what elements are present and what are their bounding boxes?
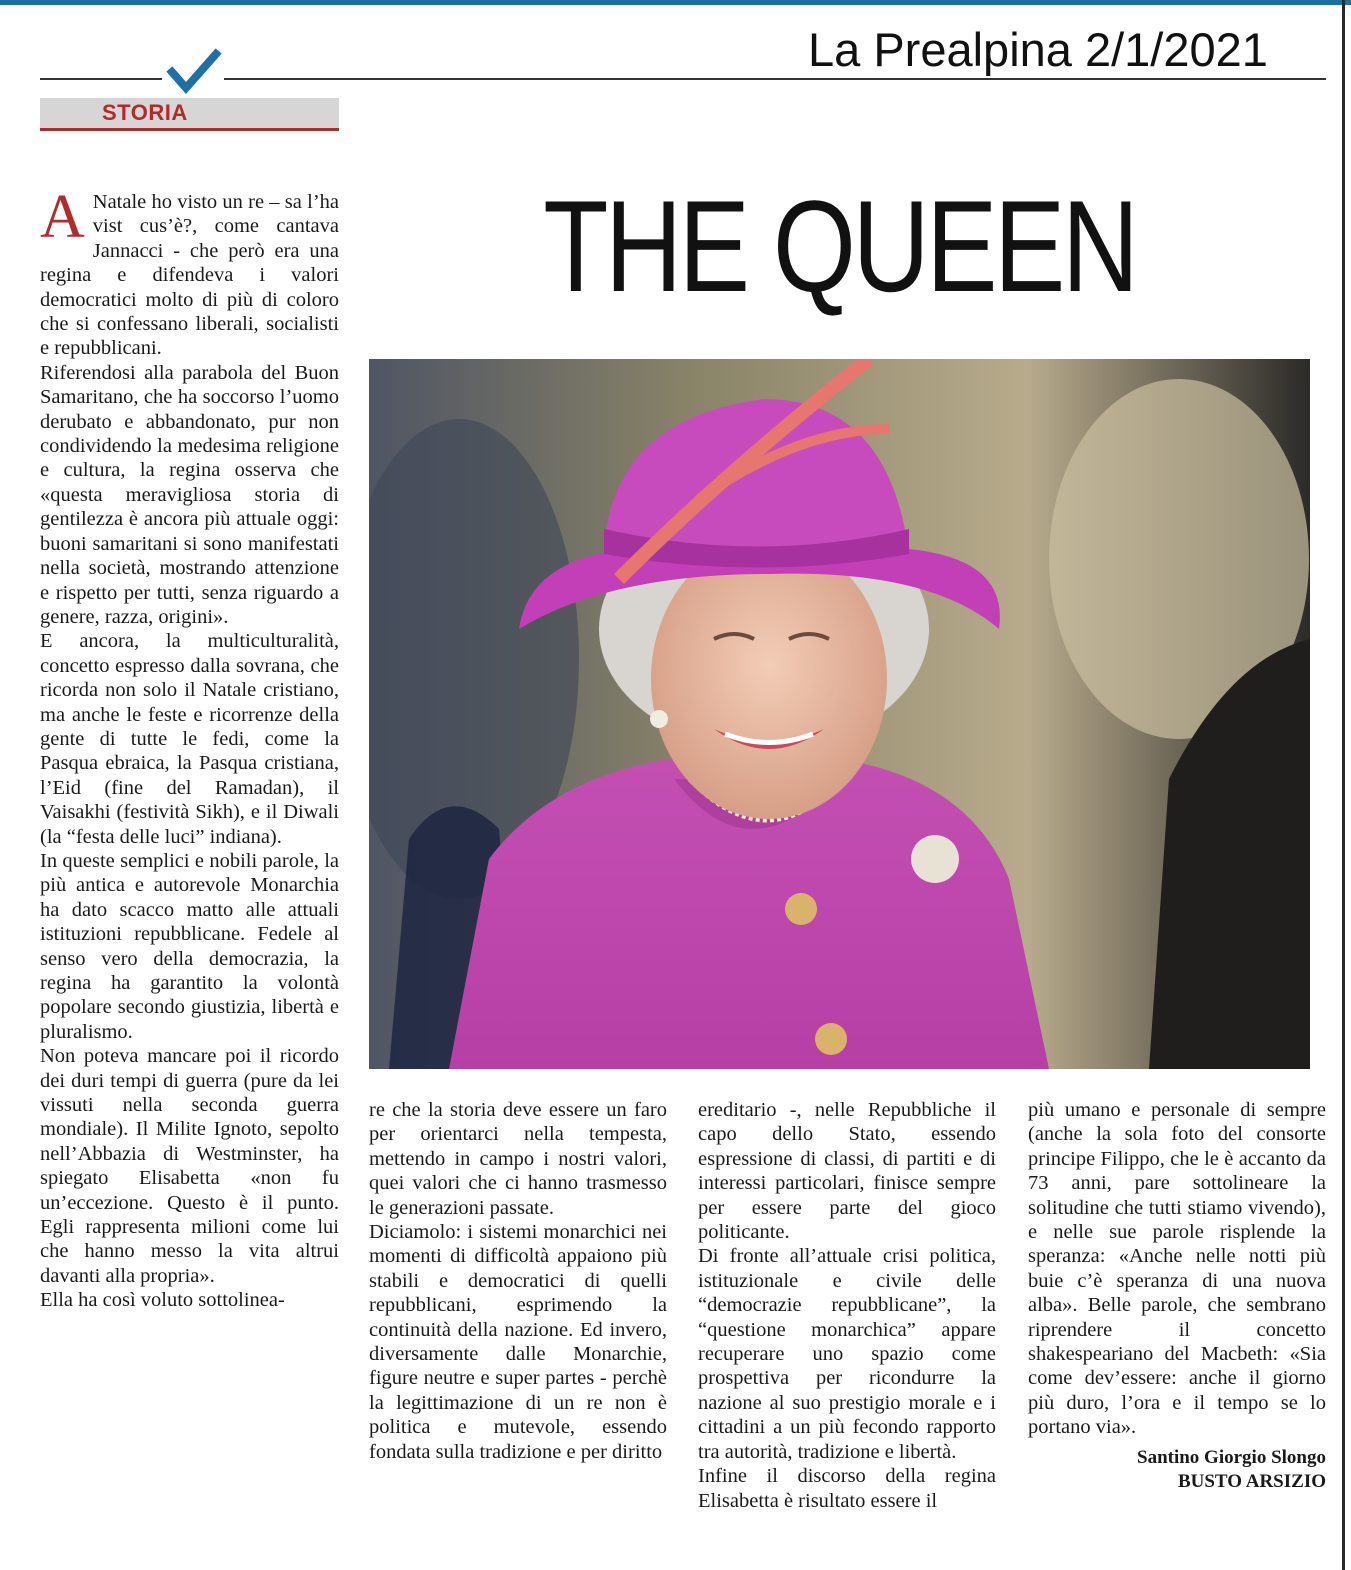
section-label-text: STORIA [102, 100, 188, 125]
section-label [40, 98, 339, 131]
article-paragraph: ereditario -, nelle Repubbliche il capo dello Stato, essendo espressione di classi, di partiti e di interessi particolari, finisce sempre per essere parte del gioco politicante. [698, 1099, 996, 1244]
drop-cap: A [40, 183, 85, 251]
top-border [0, 0, 1351, 5]
header-rule [40, 78, 1326, 80]
article-paragraph: Diciamolo: i sistemi monarchici nei momenti di difficoltà appaiono più stabili e democratici di quelli repubblicani, esprimendo la continuità della nazione. Ed invero, diversamente dalle Monarchie, figure neutre e super partes - perchè la legittimazione di un re non è politica e mutevole, essendo fondata sulla tradizione e per diritto [369, 1221, 667, 1463]
headline: THE QUEEN [543, 173, 1136, 319]
newspaper-source: La Prealpina 2/1/2021 [808, 23, 1268, 76]
article-column-3 [698, 1098, 996, 1513]
right-border [1342, 0, 1345, 1570]
author-place: BUSTO ARSIZIO [1177, 1470, 1326, 1492]
article-paragraph: Non poteva mancare poi il ricordo dei duri tempi di guerra (pure da lei vissuti nella seconda guerra mondiale). Il Milite Ignoto, sepolto nell’Abbazia di Westminster, ha spiegato Elisabetta «non fu un’eccezione. Questo è il punto. Egli rappresenta milioni come lui che hanno messo la vita altrui davanti alla propria». [40, 1045, 339, 1287]
article-paragraph: A Natale ho visto un re – sa l’ha vist cus’è?, come cantava Jannacci - che però era una regina e difendeva i valori democratici molto di più di coloro che si confessano liberali, socialisti e repubblicani. [40, 183, 339, 360]
article-paragraph: Riferendosi alla parabola del Buon Samaritano, che ha soccorso l’uomo derubato e abbandonato, pur non condividendo la medesima religione e cultura, la regina osserva che «questa meravigliosa storia di gentilezza è ancora più attuale oggi: buoni samaritani si sono manifestati nella società, mostrando attenzione e rispetto per tutti, senza riguardo a genere, razza, origini». [40, 361, 339, 628]
article-paragraph: E ancora, la multiculturalità, concetto espresso dalla sovrana, che ricorda non solo il Natale cristiano, ma anche le feste e ricorrenze della gente di tutte le fedi, come la Pasqua ebraica, la Pasqua cristiana, l’Eid (fine del Ramadan), il Vaisakhi (festività Sikh), e il Diwali (la “festa delle luci” indiana). [40, 630, 339, 848]
article-paragraph: Di fronte all’attuale crisi politica, istituzionale e civile delle “democrazie repubblicane”, la “questione monarchica” appare recuperare uno spazio come prospettiva per ricondurre la nazione al suo prestigio morale e i cittadini a un più fecondo rapporto tra autorità, tradizione e libertà. [698, 1245, 996, 1463]
checkmark-icon [162, 48, 224, 100]
article-paragraph: più umano e personale di sempre (anche la sola foto del consorte principe Filippo, che le è accanto da 73 anni, pare sottolineare la solitudine che tutti stiamo vivendo), e nelle sue parole risplende la speranza: «Anche nelle notti più buie c’è speranza di una nuova alba». Belle parole, che sembrano riprendere il concetto shakespeariano del Macbeth: «Sia come dev’essere: anche il giorno più duro, l’ora e il tempo se lo portano via». [1028, 1099, 1326, 1439]
article-paragraph: re che la storia deve essere un faro per orientarci nella tempesta, mettendo in campo i nostri valori, quei valori che ci hanno trasmesso le generazioni passate. [369, 1099, 667, 1219]
article-column-1 [40, 183, 339, 1313]
author-name: Santino Giorgio Slongo [1137, 1446, 1326, 1468]
photo-queen-elizabeth [369, 359, 1310, 1069]
article-paragraph: Infine il discorso della regina Elisabetta è risultato essere il [698, 1465, 996, 1512]
article-paragraph: In queste semplici e nobili parole, la più antica e autorevole Monarchia ha dato scacco matto alle attuali istituzioni repubblicane. Fedele al senso vero della democrazia, la regina ha garantito la volontà popolare secondo giustizia, libertà e pluralismo. [40, 849, 339, 1043]
article-column-2 [369, 1098, 667, 1464]
article-paragraph: Ella ha così voluto sottolinea- [40, 1289, 285, 1312]
article-column-4 [1028, 1098, 1326, 1494]
